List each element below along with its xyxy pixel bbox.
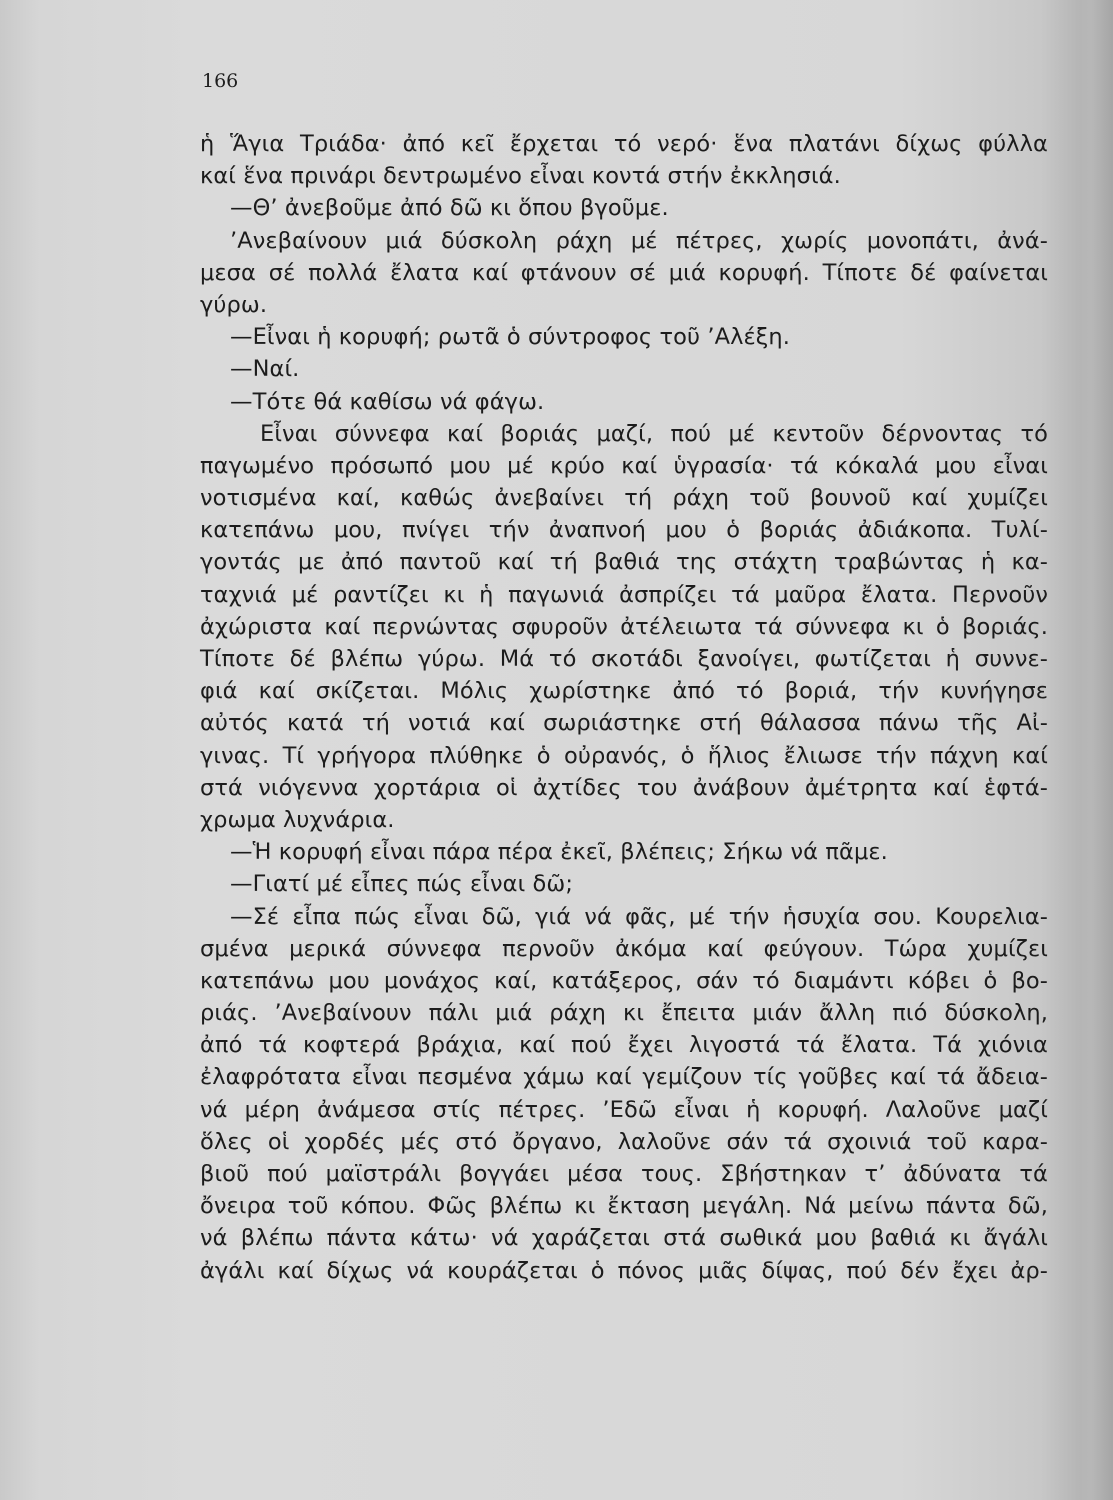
text-line: ταχνιά μέ ραντίζει κι ἡ παγωνιά ἀσπρίζει τά μαῦρα ἔλατα. Περνοῦν xyxy=(200,581,1048,608)
text-line: ριάς. ’Ανεβαίνουν πάλι μιά ράχη κι ἔπειτα μιάν ἄλλη πιό δύσκολη, xyxy=(200,1000,1048,1027)
text-line: νά βλέπω πάντα κάτω· νά χαράζεται στά σωθικά μου βαθιά κι ἄγάλι xyxy=(200,1225,1048,1252)
text-line: νοτισμένα καί, καθώς ἀνεβαίνει τή ράχη τοῦ βουνοῦ καί χυμίζει xyxy=(200,485,1048,512)
text-line: μεσα σέ πολλά ἔλατα καί φτάνουν σέ μιά κορυφή. Τίποτε δέ φαίνεται xyxy=(200,259,1048,286)
text-line: γύρω. xyxy=(200,291,268,318)
text-line: —Εἶναι ἡ κορυφή; ρωτᾶ ὁ σύντροφος τοῦ ’Αλέξη. xyxy=(230,324,791,351)
text-line: παγωμένο πρόσωπό μου μέ κρύο καί ὑγρασία· τά κόκαλά μου εἶναι xyxy=(200,452,1048,479)
page-number: 166 xyxy=(202,70,239,92)
text-line: γοντάς με ἀπό παντοῦ καί τή βαθιά της στάχτη τραβώντας ἡ κα- xyxy=(200,549,1048,576)
text-line: —Ἡ κορυφή εἶναι πάρα πέρα ἐκεῖ, βλέπεις; Σήκω νά πᾶμε. xyxy=(230,839,888,866)
text-line: —Τότε θά καθίσω νά φάγω. xyxy=(230,388,545,415)
text-line: γινας. Τί γρήγορα πλύθηκε ὁ οὐρανός, ὁ ἥλιος ἔλιωσε τήν πάχνη καί xyxy=(200,742,1048,769)
text-line: —Γιατί μέ εἶπες πώς εἶναι δῶ; xyxy=(230,871,574,898)
text-line: κατεπάνω μου μονάχος καί, κατάξερος, σάν τό διαμάντι κόβει ὁ βο- xyxy=(200,967,1048,994)
text-line: Τίποτε δέ βλέπω γύρω. Μά τό σκοτάδι ξανοίγει, φωτίζεται ἡ συννε- xyxy=(200,646,1048,672)
text-line: ’Ανεβαίνουν μιά δύσκολη ράχη μέ πέτρες, χωρίς μονοπάτι, ἀνά- xyxy=(230,227,1048,254)
text-line: καί ἕνα πρινάρι δεντρωμένο εἶναι κοντά στήν ἐκκλησιά. xyxy=(200,163,841,190)
text-line: νά μέρη ἀνάμεσα στίς πέτρες. ’Εδῶ εἶναι ἡ κορυφή. Λαλοῦνε μαζί xyxy=(200,1096,1048,1123)
text-line: Εἶναι σύννεφα καί βοριάς μαζί, πού μέ κεντοῦν δέρνοντας τό xyxy=(260,420,1048,447)
text-line: σμένα μερικά σύννεφα περνοῦν ἀκόμα καί φεύγουν. Τώρα χυμίζει xyxy=(200,935,1048,962)
text-line: ὄνειρα τοῦ κόπου. Φῶς βλέπω κι ἔκταση μεγάλη. Νά μείνω πάντα δῶ, xyxy=(200,1193,1048,1220)
body-text xyxy=(200,128,1048,1287)
text-line: ὅλες οἱ χορδές μές στό ὄργανο, λαλοῦνε σάν τά σχοινιά τοῦ καρα- xyxy=(200,1128,1048,1155)
text-line: κατεπάνω μου, πνίγει τήν ἀναπνοή μου ὁ βοριάς ἀδιάκοπα. Τυλί- xyxy=(200,517,1048,544)
text-line: βιοῦ πού μαϊστράλι βογγάει μέσα τους. Σβήστηκαν τ’ ἀδύνατα τά xyxy=(200,1161,1048,1187)
text-line: ἀχώριστα καί περνώντας σφυροῦν ἀτέλειωτα τά σύννεφα κι ὁ βοριάς. xyxy=(200,613,1048,640)
text-line: ἀγάλι καί δίχως νά κουράζεται ὁ πόνος μιᾶς δίψας, πού δέν ἔχει ἀρ- xyxy=(200,1257,1048,1284)
text-line: —Σέ εἶπα πώς εἶναι δῶ, γιά νά φᾶς, μέ τήν ἡσυχία σου. Κουρελια- xyxy=(230,903,1048,930)
text-line: ἡ Ἅγια Τριάδα· ἀπό κεῖ ἔρχεται τό νερό· ἕνα πλατάνι δίχως φύλλα xyxy=(200,131,1048,157)
text-line: φιά καί σκίζεται. Μόλις χωρίστηκε ἀπό τό βοριά, τήν κυνήγησε xyxy=(200,678,1048,705)
page-edge-shadow xyxy=(1091,0,1113,1500)
text-line: χρωμα λυχνάρια. xyxy=(200,806,395,833)
text-line: —Ναί. xyxy=(230,356,300,383)
text-line: —Θ’ ἀνεβοῦμε ἀπό δῶ κι ὅπου βγοῦμε. xyxy=(230,195,669,222)
text-line: ἐλαφρότατα εἶναι πεσμένα χάμω καί γεμίζουν τίς γοῦβες καί τά ἄδεια- xyxy=(200,1064,1048,1091)
text-line: στά νιόγεννα χορτάρια οἱ ἀχτίδες του ἀνάβουν ἀμέτρητα καί ἑφτά- xyxy=(200,774,1048,801)
text-line: αὐτός κατά τή νοτιά καί σωριάστηκε στή θάλασσα πάνω τῆς Αἰ- xyxy=(200,710,1048,737)
text-line: ἀπό τά κοφτερά βράχια, καί πού ἔχει λιγοστά τά ἔλατα. Τά χιόνια xyxy=(200,1032,1048,1059)
